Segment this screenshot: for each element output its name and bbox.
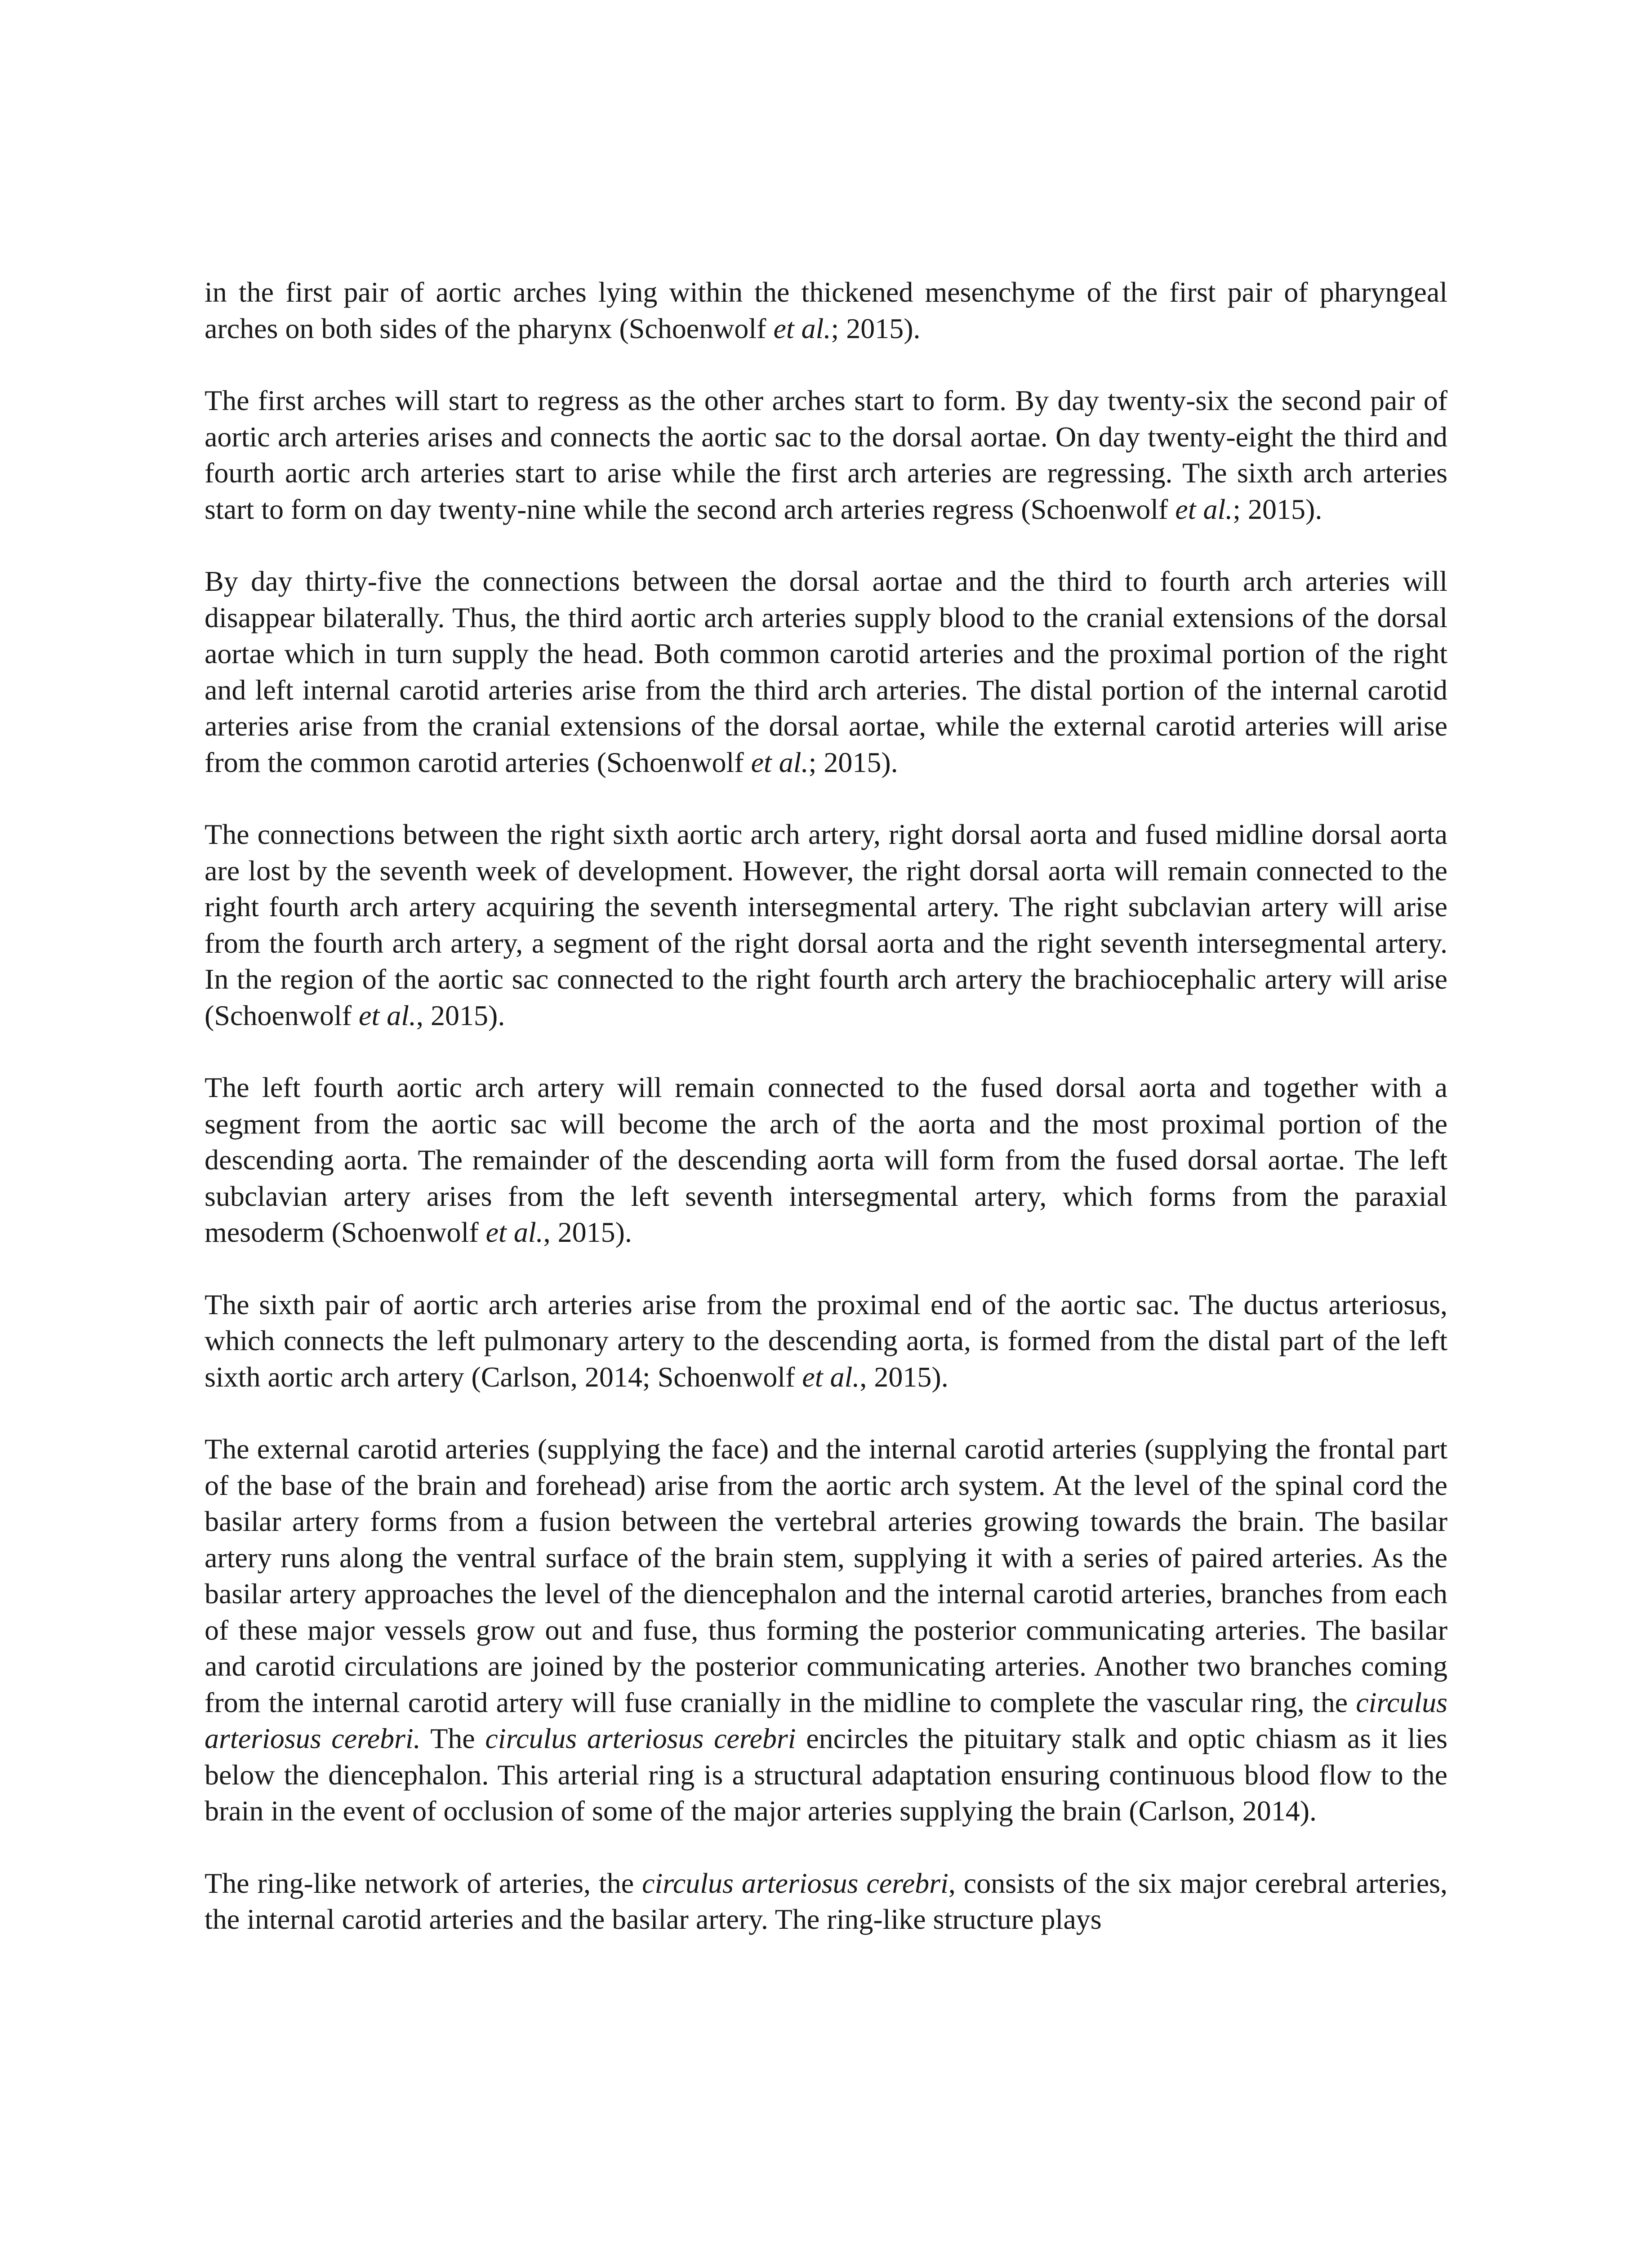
paragraph [205, 816, 1447, 1034]
paragraph [205, 383, 1447, 527]
paragraph-text: The sixth pair of aortic arch arteries arise from the proximal end of the aortic sac. The ductus arteriosus, which connects the left pulmonary artery to the descending aorta, is formed from the distal part of the left sixth aortic arch artery (Carlson, 2014; Schoenwolf [205, 1288, 1447, 1393]
paragraph-text: By day thirty-five the connections between the dorsal aortae and the third to fourth arch arteries will disappear bilaterally. Thus, the third aortic arch arteries supply blood to the cranial extensions of the dorsal aortae which in turn supply the head. Both common carotid arteries and the proximal portion of the right and left internal carotid arteries arise from the third arch arteries. The distal portion of the internal carotid arteries arise from the cranial extensions of the dorsal aortae, while the external carotid arteries will arise from the common carotid arteries (Schoenwolf [205, 565, 1447, 778]
paragraph [205, 1070, 1447, 1251]
paragraph-text: , 2015). [416, 999, 505, 1031]
paragraph-text: ; 2015). [831, 312, 921, 344]
paragraph-text: in the first pair of aortic arches lying within the thickened mesenchyme of the first pair of pharyngeal arches on both sides of the pharynx (Schoenwolf [205, 276, 1447, 344]
paragraph [205, 1431, 1447, 1829]
paragraph-text: ; 2015). [1233, 493, 1322, 525]
italic-text: et al. [359, 999, 416, 1031]
paragraph-text: encircles the pituitary stalk and optic chiasm as it lies below the diencephalon. This arterial ring is a structural adaptation ensuring continuous blood flow to the brain in the event of occlusion of some of the major arteries supplying the brain (Carlson, 2014). [205, 1722, 1448, 1827]
italic-text: circulus arteriosus cerebri [642, 1867, 948, 1899]
italic-text: circulus arteriosus cerebri. [205, 1686, 1447, 1754]
paragraph-text: The first arches will start to regress as the other arches start to form. By day twenty-six the second pair of aortic arch arteries arises and connects the aortic sac to the dorsal aortae. On day twenty-eight the third and fourth aortic arch arteries start to arise while the first arch arteries are regressing. The sixth arch arteries start to form on day twenty-nine while the second arch arteries regress (Schoenwolf [205, 384, 1447, 525]
italic-text: et al. [773, 312, 831, 344]
paragraph-text: The ring-like network of arteries, the [205, 1867, 642, 1899]
paragraph-text: , consists of the six major cerebral arteries, the internal carotid arteries and the basilar artery. The ring-like structure plays [205, 1867, 1448, 1935]
paragraph-text: , 2015). [543, 1216, 632, 1248]
italic-text: et al. [802, 1360, 860, 1393]
paragraph-text: The connections between the right sixth aortic arch artery, right dorsal aorta and fused midline dorsal aorta are lost by the seventh week of development. However, the right dorsal aorta will remain connected to the right fourth arch artery acquiring the seventh intersegmental artery. The right subclavian artery will arise from the fourth arch artery, a segment of the right dorsal aorta and the right seventh intersegmental artery. In the region of the aortic sac connected to the right fourth arch artery the brachiocephalic artery will arise (Schoenwolf [205, 818, 1447, 1031]
paragraph-text: The left fourth aortic arch artery will remain connected to the fused dorsal aorta and together with a segment from the aortic sac will become the arch of the aorta and the most proximal portion of the descending aorta. The remainder of the descending aorta will form from the fused dorsal aortae. The left subclavian artery arises from the left seventh intersegmental artery, which forms from the paraxial mesoderm (Schoenwolf [205, 1071, 1447, 1248]
italic-text: et al. [751, 746, 809, 778]
paragraph-text: , 2015). [859, 1360, 948, 1393]
italic-text: circulus arteriosus cerebri [485, 1722, 796, 1754]
paragraph [205, 1287, 1447, 1396]
body-text [205, 274, 1447, 1974]
paragraph [205, 563, 1447, 781]
italic-text: et al. [1175, 493, 1233, 525]
paragraph-text: The external carotid arteries (supplying the face) and the internal carotid arteries (supplying the frontal part of the base of the brain and forehead) arise from the aortic arch system. At the level of the spinal cord the basilar artery forms from a fusion between the vertebral arteries growing towards the brain. The basilar artery runs along the ventral surface of the brain stem, supplying it with a series of paired arteries. As the basilar artery approaches the level of the diencephalon and the internal carotid arteries, branches from each of these major vessels grow out and fuse, thus forming the posterior communicating arteries. The basilar and carotid circulations are joined by the posterior communicating arteries. Another two branches coming from the internal carotid artery will fuse cranially in the midline to complete the vascular ring, the [205, 1433, 1447, 1718]
paragraph [205, 1865, 1447, 1938]
paragraph-text: ; 2015). [808, 746, 898, 778]
italic-text: et al. [485, 1216, 543, 1248]
paragraph [205, 274, 1447, 347]
paragraph-text: The [420, 1722, 485, 1754]
